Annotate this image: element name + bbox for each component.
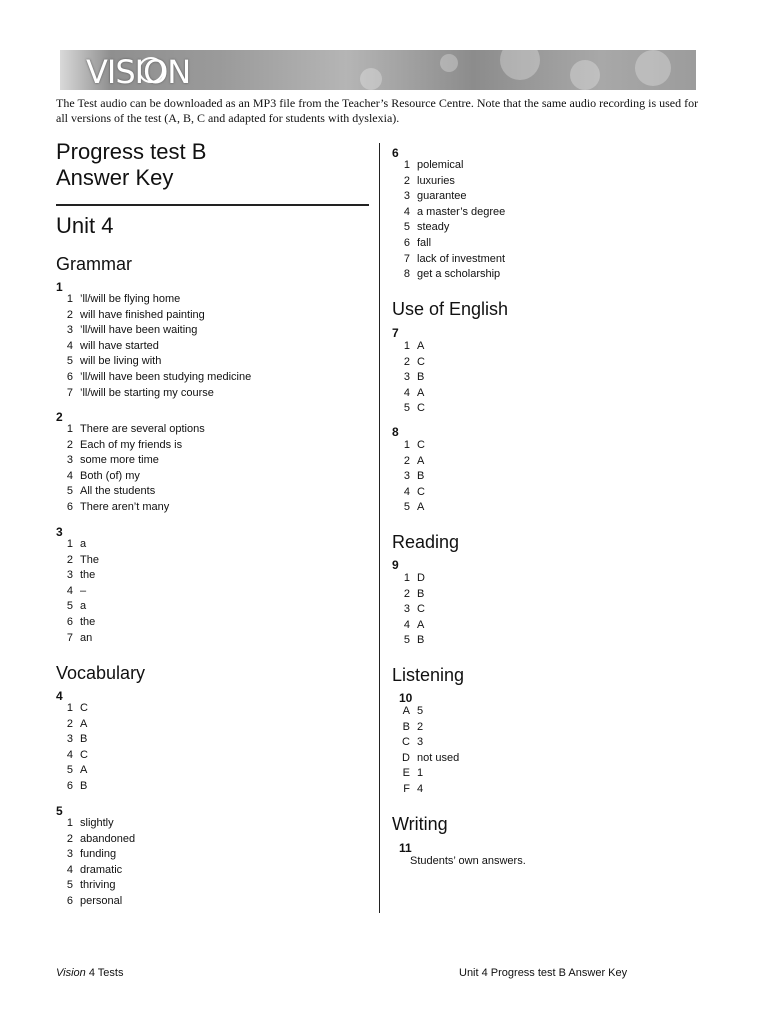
- answer-text: C: [417, 439, 425, 451]
- answer-text: funding: [80, 848, 117, 861]
- answer-text: steady: [417, 221, 450, 234]
- answer-number: 2: [66, 717, 73, 730]
- answer-text: 2: [417, 720, 424, 733]
- answer-number: 6: [66, 500, 73, 513]
- answer-text: a master’s degree: [417, 205, 506, 218]
- header-banner: [60, 50, 696, 90]
- answer-text: B: [417, 371, 425, 384]
- answer-number: 1: [66, 423, 73, 435]
- section-vocabulary: Vocabulary: [56, 663, 146, 683]
- answer-text: some more time: [80, 454, 159, 467]
- answer-text: will have finished painting: [80, 308, 205, 321]
- answer-text: a: [80, 600, 87, 613]
- answer-text: C: [417, 355, 425, 368]
- answer-number: 3: [66, 848, 73, 861]
- answer-text: not used: [417, 751, 460, 764]
- footer-series-rest: 4 Tests: [85, 967, 124, 979]
- answer-text: B: [417, 470, 425, 483]
- answer-text: 5: [417, 705, 424, 717]
- answer-number: 4: [403, 386, 410, 399]
- answer-number: 1: [66, 293, 73, 305]
- answer-number: 3: [403, 470, 410, 483]
- answer-text: abandoned: [80, 832, 136, 845]
- answer-text: B: [80, 733, 88, 746]
- footer-left: [56, 967, 123, 980]
- answer-text: All the students: [80, 485, 156, 498]
- answer-text: There aren’t many: [80, 500, 170, 513]
- answer-number: 7: [403, 252, 410, 265]
- answer-number: 3: [403, 371, 410, 384]
- answer-number: 4: [403, 205, 410, 218]
- answer-number: 2: [403, 355, 410, 368]
- answer-text: thriving: [80, 879, 116, 892]
- answer-text: A: [417, 386, 425, 399]
- answer-text: fall: [417, 236, 432, 249]
- answer-number: 6: [66, 894, 73, 907]
- answer-number: 2: [66, 438, 73, 451]
- answer-text: luxuries: [417, 174, 455, 187]
- answer-text: 3: [417, 736, 424, 749]
- answer-text: C: [417, 402, 425, 415]
- answer-text: C: [417, 485, 425, 498]
- answer-number: 5: [66, 879, 73, 892]
- answer-number: 4: [66, 339, 73, 352]
- answer-text: C: [417, 603, 425, 616]
- answer-text: polemical: [417, 159, 464, 171]
- answer-text: will have started: [80, 339, 159, 352]
- answer-text: A: [80, 764, 88, 777]
- answer-text: A: [80, 717, 88, 730]
- answer-number: 3: [403, 190, 410, 203]
- answer-text: personal: [80, 894, 123, 907]
- question-number: 11: [399, 841, 412, 855]
- answer-number: 6: [403, 236, 410, 249]
- column-divider: [379, 143, 380, 913]
- answer-number: 6: [66, 779, 73, 792]
- answer-number: 1: [66, 702, 73, 714]
- answer-text: B: [417, 634, 425, 647]
- answer-number: 3: [66, 569, 73, 582]
- page-title: [56, 139, 206, 191]
- answer-number: 5: [66, 355, 73, 368]
- answer-number: 1: [66, 538, 73, 550]
- answer-number: 3: [66, 454, 73, 467]
- answer-number: B: [402, 720, 410, 733]
- answer-text: Both (of) my: [80, 469, 140, 482]
- answer-text: –: [80, 584, 87, 597]
- answer-number: 1: [66, 817, 73, 829]
- question-number: 8: [392, 425, 399, 439]
- answer-number: 4: [66, 863, 73, 876]
- answer-text: A: [417, 340, 425, 352]
- answer-text: C: [80, 702, 88, 714]
- intro-text: The Test audio can be downloaded as an MP3 file from the Teacher’s Resource Centre. Note that the same audio recording is used for all versions of the test (A, B, C and adapted for students with dyslexia).: [56, 96, 699, 125]
- answer-number: 8: [403, 268, 410, 281]
- answer-number: E: [402, 767, 410, 780]
- answer-number: 6: [66, 615, 73, 628]
- answer-number: 7: [66, 386, 73, 399]
- answer-text: the: [80, 569, 96, 582]
- answer-number: 1: [403, 572, 410, 584]
- answer-number: 2: [403, 454, 410, 467]
- answer-text: A: [417, 454, 425, 467]
- title-line-2: Answer Key: [56, 165, 174, 190]
- vision-logo: VISION: [86, 53, 191, 90]
- answer-text: an: [80, 631, 93, 644]
- answer-number: 2: [403, 587, 410, 600]
- answer-number: 4: [403, 618, 410, 631]
- answer-number: 2: [66, 308, 73, 321]
- answer-number: 6: [66, 370, 73, 383]
- question-number: 7: [392, 326, 399, 340]
- answer-text: ’ll/will be flying home: [80, 293, 181, 305]
- answer-text: D: [417, 572, 425, 584]
- answer-number: 7: [66, 631, 73, 644]
- answer-text: slightly: [80, 817, 114, 829]
- answer-number: F: [403, 782, 410, 795]
- answer-text: ’ll/will be starting my course: [80, 386, 214, 399]
- answer-number: A: [402, 705, 410, 717]
- answer-number: 5: [403, 501, 410, 514]
- answer-number: 4: [66, 748, 73, 761]
- answer-number: 5: [66, 485, 73, 498]
- question-number: 4: [56, 689, 63, 703]
- answer-text: C: [80, 748, 88, 761]
- answer-text: dramatic: [80, 863, 123, 876]
- answer-text: There are several options: [80, 423, 205, 435]
- answer-number: 3: [403, 603, 410, 616]
- question-number: 1: [56, 280, 63, 294]
- answer-text: 4: [417, 782, 424, 795]
- footer-right: Unit 4 Progress test B Answer Key: [459, 967, 628, 979]
- answer-number: 4: [66, 469, 73, 482]
- question-number: 5: [56, 804, 63, 818]
- answer-number: 1: [403, 340, 410, 352]
- answer-text: will be living with: [80, 355, 162, 368]
- section-listening: Listening: [392, 665, 465, 685]
- answer-number: 2: [66, 832, 73, 845]
- answer-text: get a scholarship: [417, 268, 501, 281]
- section-writing: Writing: [392, 814, 448, 834]
- answer-number: 5: [403, 402, 410, 415]
- answer-number: C: [402, 736, 410, 749]
- question-number: 6: [392, 146, 399, 160]
- answer-text: B: [80, 779, 88, 792]
- answer-number: 5: [403, 634, 410, 647]
- answer-text: Each of my friends is: [80, 438, 183, 451]
- answer-number: 3: [66, 733, 73, 746]
- answer-number: D: [402, 751, 410, 764]
- section-reading: Reading: [392, 532, 460, 552]
- question-number: 2: [56, 410, 63, 424]
- answer-number: 5: [66, 600, 73, 613]
- answer-text: ’ll/will have been studying medicine: [80, 370, 252, 383]
- unit-title: Unit 4: [56, 213, 114, 238]
- section-grammar: Grammar: [56, 254, 132, 274]
- answer-number: 3: [66, 324, 73, 337]
- answer-number: 4: [66, 584, 73, 597]
- answer-number: 5: [66, 764, 73, 777]
- writing-answer: Students’ own answers.: [410, 855, 526, 867]
- answer-text: B: [417, 587, 425, 600]
- answer-number: 2: [66, 553, 73, 566]
- answer-text: A: [417, 501, 425, 514]
- footer-series-name: Vision: [56, 967, 86, 979]
- answer-text: lack of investment: [417, 252, 506, 265]
- answer-number: 1: [403, 439, 410, 451]
- globe-icon: [138, 57, 164, 83]
- answer-text: 1: [417, 767, 424, 780]
- title-line-1: Progress test B: [56, 139, 207, 164]
- answer-number: 5: [403, 221, 410, 234]
- answer-text: The: [80, 553, 99, 566]
- question-number: 9: [392, 558, 399, 572]
- answer-text: the: [80, 615, 96, 628]
- answer-number: 4: [403, 485, 410, 498]
- question-number: 10: [399, 691, 413, 705]
- section-use-of-english: Use of English: [392, 299, 509, 319]
- question-number: 3: [56, 525, 63, 539]
- answer-text: A: [417, 618, 425, 631]
- answer-number: 2: [403, 174, 410, 187]
- answer-text: guarantee: [417, 190, 467, 203]
- answer-text: a: [80, 538, 87, 550]
- title-divider: [56, 204, 369, 206]
- answer-number: 1: [403, 159, 410, 171]
- answer-text: ’ll/will have been waiting: [80, 324, 198, 337]
